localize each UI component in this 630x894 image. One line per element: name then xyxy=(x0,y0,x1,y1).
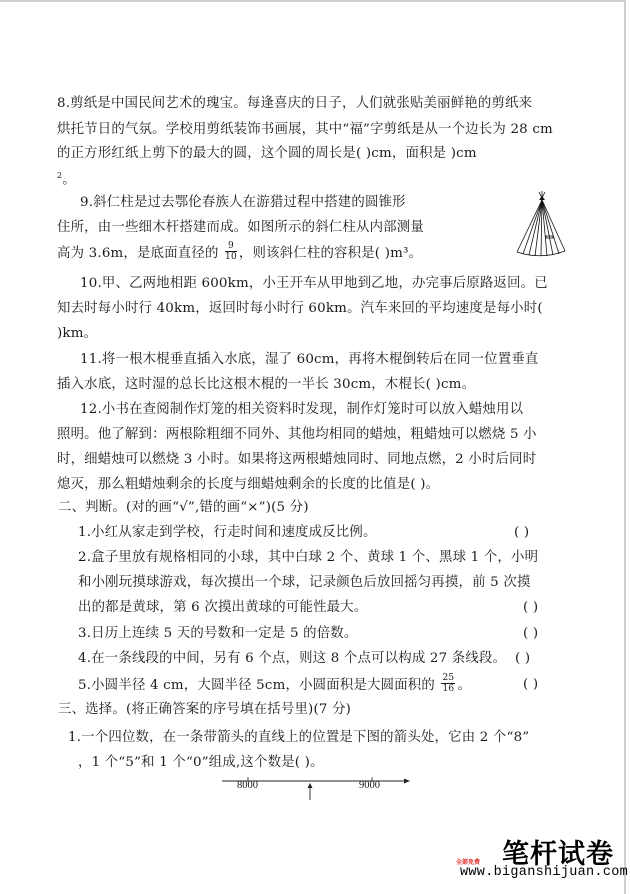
frac-numerator: 25 xyxy=(442,673,455,683)
judge-q4-answer-bracket[interactable]: ( ) xyxy=(515,651,531,666)
free-badge: 全部免费 xyxy=(456,859,481,866)
judge-q3-answer-bracket[interactable]: ( ) xyxy=(523,626,539,641)
q11-line2: 插入水底，这时湿的总长比这根木棍的一半长 30cm，木棍长( )cm。 xyxy=(57,377,476,392)
q12-line3: 时，细蜡烛可以燃烧 3 小时。如果将这两根蜡烛同时、同地点燃，2 小时后同时 xyxy=(57,452,537,467)
superscript-2: 2 xyxy=(57,171,63,180)
choice-q1-line1: 1.一个四位数，在一条带箭头的直线上的位置是下图的箭头处，它由 2 个“8” xyxy=(68,730,530,745)
brand-name: 笔杆试卷 xyxy=(502,839,614,870)
q9-text-b: ，则该斜仁柱的容积是( )m³。 xyxy=(238,246,423,261)
judge-q4: 4.在一条线段的中间，另有 6 个点，则这 8 个点可以构成 27 条线段。 xyxy=(78,651,507,666)
judge-q1: 1.小红从家走到学校，行走时间和速度成反比例。 xyxy=(78,525,377,540)
q9-line3 xyxy=(57,243,422,264)
q10-line2: 知去时每小时行 40km，返回时每小时行 60km。汽车来回的平均速度是每小时( xyxy=(57,301,543,316)
fraction-9-10 xyxy=(225,241,237,262)
section-judge-heading: 二、判断。(对的画“√”,错的画“×”)(5 分) xyxy=(58,500,309,515)
q10-line3: )km。 xyxy=(57,326,98,341)
teepee-figure xyxy=(515,188,567,258)
judge-q1-answer-bracket[interactable]: ( ) xyxy=(514,525,530,540)
q9-line2: 住所，由一些细木杆搭建而成。如图所示的斜仁柱从内部测量 xyxy=(57,220,424,235)
watermark-logo xyxy=(455,832,630,892)
q8-line4 xyxy=(57,166,76,190)
judge-q5-text-a: 5.小圆半径 4 cm，大圆半径 5cm，小圆面积是大圆面积的 xyxy=(78,678,435,693)
fraction-25-16 xyxy=(441,673,455,694)
q12-line2: 照明。他了解到：两根除粗细不同外、其他均相同的蜡烛，粗蜡烛可以燃烧 5 小 xyxy=(57,427,537,442)
judge-q5 xyxy=(78,675,471,696)
judge-q5-text-b: 。 xyxy=(457,678,471,693)
judge-q2-line2: 和小刚玩摸球游戏，每次摸出一个球，记录颜色后放回摇匀再摸，前 5 次摸 xyxy=(78,575,531,590)
judge-q5-answer-bracket[interactable]: ( ) xyxy=(523,677,539,692)
judge-q2-answer-bracket[interactable]: ( ) xyxy=(523,600,539,615)
q10-line1: 10.甲、乙两地相距 600km，小王开车从甲地到乙地，办完事后原路返回。已 xyxy=(80,276,548,291)
q8-line1: 8.剪纸是中国民间艺术的瑰宝。每逢喜庆的日子，人们就张贴美丽鲜艳的剪纸来 xyxy=(57,96,533,111)
section-choice-heading: 三、选择。(将正确答案的序号填在括号里)(7 分) xyxy=(58,702,352,717)
q8-line2: 烘托节日的气氛。学校用剪纸装饰书画展，其中“福”字剪纸是从一个边长为 28 cm xyxy=(57,122,553,137)
q9-line1: 9.斜仁柱是过去鄂伦春族人在游猎过程中搭建的圆锥形 xyxy=(80,195,406,210)
q8-period: 。 xyxy=(62,172,76,188)
tick-label-8000: 8000 xyxy=(237,780,258,791)
tick-label-9000: 9000 xyxy=(359,780,380,791)
q9-text-a: 高为 3.6m，是底面直径的 xyxy=(57,246,219,261)
judge-q2-line3: 出的都是黄球，第 6 次摸出黄球的可能性最大。 xyxy=(78,600,368,615)
q11-line1: 11.将一根木棍垂直插入水底，湿了 60cm，再将木棍倒转后在同一位置垂直 xyxy=(80,352,539,367)
judge-q3: 3.日历上连续 5 天的号数和一定是 5 的倍数。 xyxy=(78,626,358,641)
frac-denominator: 10 xyxy=(225,252,237,262)
q12-line1: 12.小书在查阅制作灯笼的相关资料时发现，制作灯笼时可以放入蜡烛用以 xyxy=(80,402,524,417)
number-line-figure xyxy=(220,772,410,802)
q12-line4: 熄灭，那么粗蜡烛剩余的长度与细蜡烛剩余的长度的比值是( )。 xyxy=(57,477,440,492)
q8-line3: 的正方形红纸上剪下的最大的圆，这个圆的周长是( )cm，面积是 )cm xyxy=(57,146,477,161)
judge-q2-line1: 2.盒子里放有规格相同的小球，其中白球 2 个、黄球 1 个、黑球 1 个，小明 xyxy=(78,550,539,565)
frac-numerator: 9 xyxy=(225,241,237,252)
frac-denominator: 16 xyxy=(442,684,455,694)
brand-url: www.biganshijuan.com xyxy=(460,865,629,880)
choice-q1-line2: ，1 个“5”和 1 个“0”组成,这个数是( )。 xyxy=(78,755,324,770)
